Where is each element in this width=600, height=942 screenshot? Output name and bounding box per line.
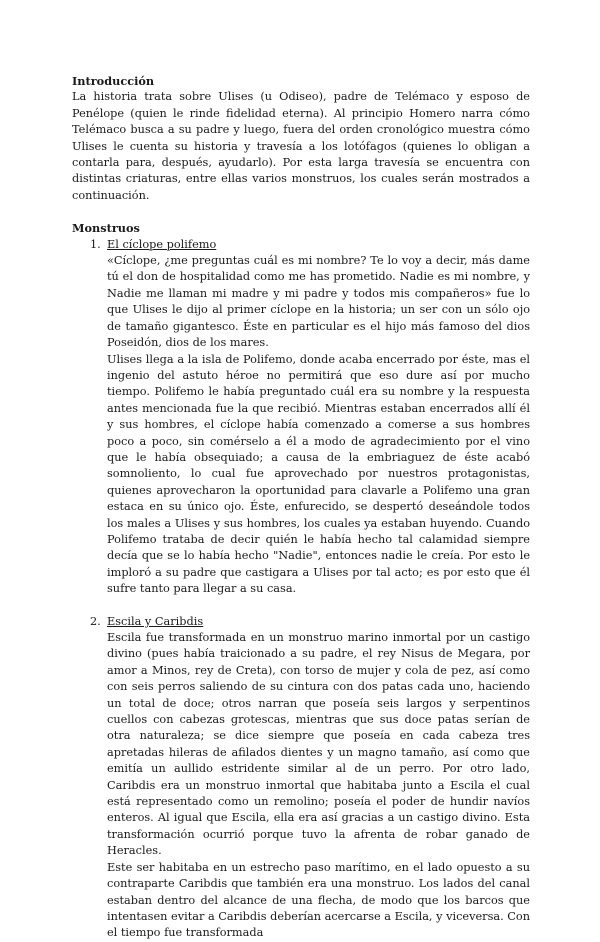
list-item-title: Escila y Caribdis: [107, 614, 204, 628]
list-item-number: 1.: [90, 237, 101, 251]
list-item-paragraph: «Cíclope, ¿me preguntas cuál es mi nombre? Te lo voy a decir, más dame tú el don de hospitalidad como me has prometido. Nadie es mi nombre, y Nadie me llaman mi madre y mi padre y todos mis compañeros» fue lo que Ulises le dijo al primer cíclope en la historia; un ser con un sólo ojo de tamaño gigantesco. Éste en particular es el hijo más famoso del dios Poseidón, dios de los mares.: [107, 254, 530, 350]
monsters-heading: Monstruos: [72, 221, 140, 236]
list-item-escila-caribdis: [72, 614, 530, 942]
intro-paragraph: La historia trata sobre Ulises (u Odiseo), padre de Telémaco y esposo de Penélope (quien le rinde fidelidad eterna). Al principio Homero narra cómo Telémaco busca a su padre y luego, fuera del orden cronológico muestra cómo Ulises le cuenta su historia y travesía a los lotófagos (quienes lo obligan a contarla para, después, ayudarlo). Por esta larga travesía se encuentra con distintas criaturas, entre ellas varios monstruos, los cuales serán mostrados a continuación.: [72, 90, 530, 202]
list-item-paragraph: Ulises llega a la isla de Polifemo, donde acaba encerrado por éste, mas el ingenio del astuto héroe no permitirá que eso dure así por mucho tiempo. Polifemo le había preguntado cuál era su nombre y la respuesta antes mencionada fue la que recibió. Mientras estaban encerrados allí él y sus hombres, el cíclope había comenzado a comerse a sus hombres poco a poco, sin comérselo a él a modo de agradecimiento por el vino que le había obsequiado; a causa de la embriaguez de éste acabó somnoliento, lo cual fue aprovechado por nuestros protagonistas, quienes aprovecharon la oportunidad para clavarle a Polifemo una gran estaca en su único ojo. Éste, enfurecido, se despertó deseándole todos los males a Ulises y sus hombres, los cuales ya estaban huyendo. Cuando Polifemo trataba de decir quién le había hecho tal calamidad siempre decía que se lo había hecho "Nadie", entonces nadie le creía. Por esto le imploró a su padre que castigara a Ulises por tal acto; es por esto que él sufre tanto para llegar a su casa.: [107, 352, 530, 596]
list-item-number: 2.: [90, 614, 101, 628]
list-item-paragraph: Este ser habitaba en un estrecho paso marítimo, en el lado opuesto a su contraparte Caribdis que también era una monstruo. Los lados del canal estaban dentro del alcance de una flecha, de modo que los barcos que intentasen evitar a Caribdis deberían acercarse a Escila, y viceversa. Con el tiempo fue transformada: [107, 860, 530, 940]
section-spacer: [72, 204, 530, 220]
list-item-paragraph: Escila fue transformada en un monstruo marino inmortal por un castigo divino (pues había traicionado a su padre, el rey Nisus de Megara, por amor a Minos, rey de Creta), con torso de mujer y cola de pez, así como con seis perros saliendo de su cintura con dos patas cada uno, haciendo un total de doce; otros narran que poseía seis largos y serpentinos cuellos con cabezas grotescas, mientras que sus doce patas serían de otra naturaleza; se dice siempre que poseía en cada cabeza tres apretadas hileras de afilados dientes y un magno tamaño, así como que emitía un aullido estridente similar al de un perro. Por otro lado, Caribdis era un monstruo inmortal que habitaba junto a Escila el cual está representado como un remolino; poseía el poder de hundir navíos enteros. Al igual que Escila, ella era así gracias a un castigo divino. Esta transformación ocurrió porque tuvo la afrenta de robar ganado de Heracles.: [107, 631, 530, 858]
list-item-title: El cíclope polifemo: [107, 237, 217, 251]
document-body: [72, 73, 530, 942]
list-spacer: [72, 598, 530, 614]
intro-heading: Introducción: [72, 74, 155, 88]
list-item-polifemo: [72, 237, 530, 598]
monsters-list: [72, 237, 530, 942]
